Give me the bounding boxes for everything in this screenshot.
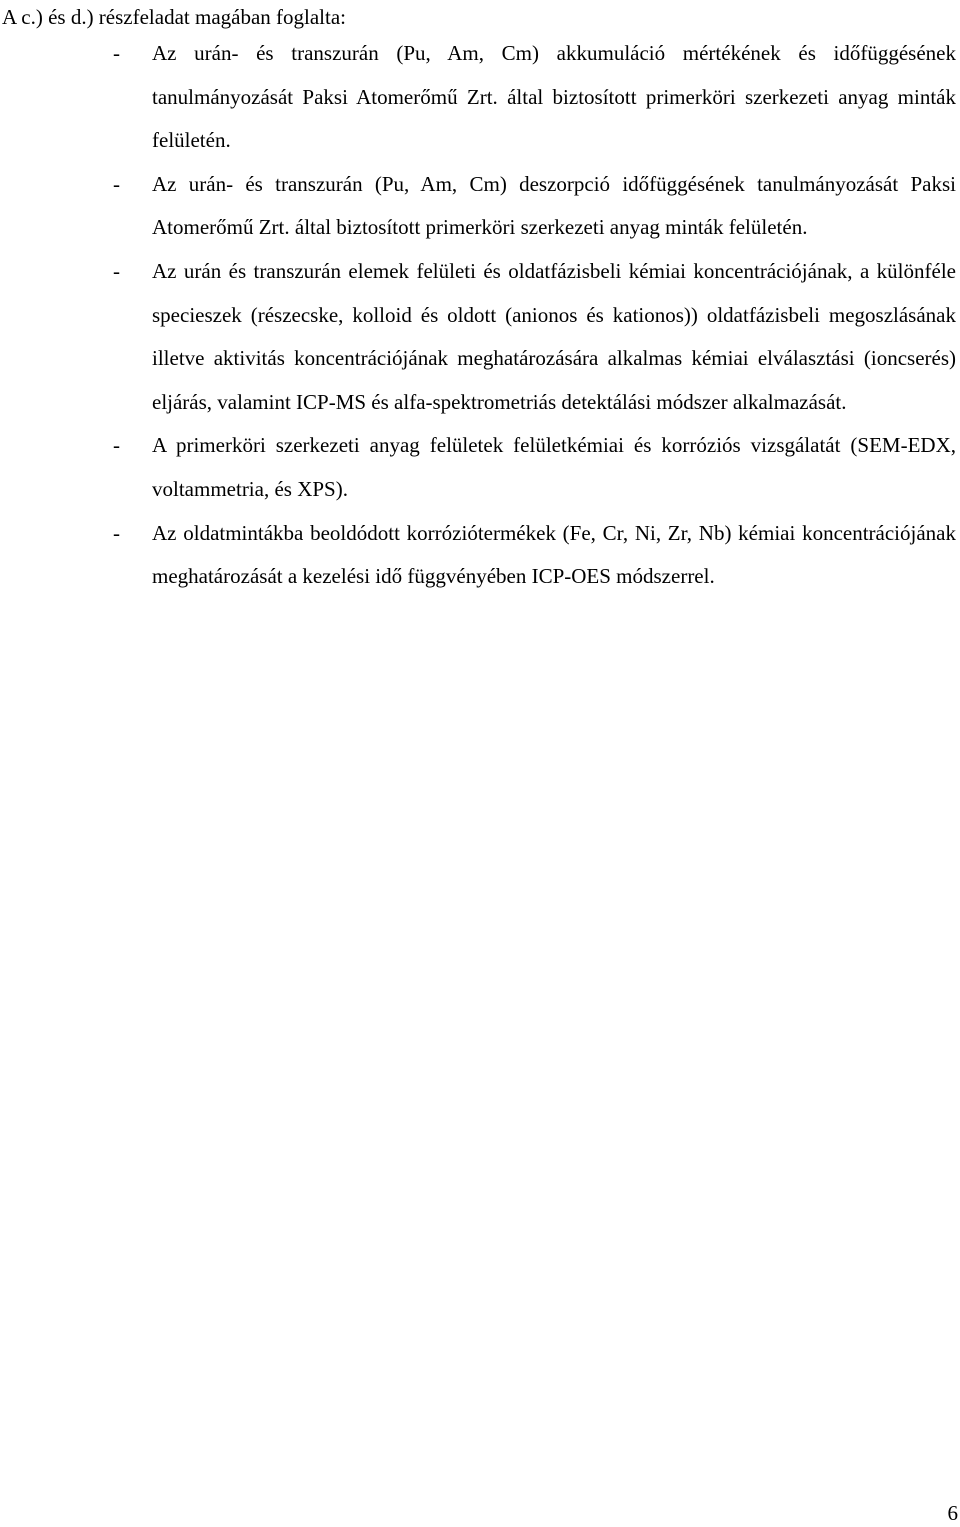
list-item [0,512,960,599]
dash-marker: - [113,41,120,65]
bullet-list [0,32,960,599]
list-item-text: Az urán- és transzurán (Pu, Am, Cm) akkumuláció mértékének és időfüggésének tanulmányozását Paksi Atomerőmű Zrt. által biztosított primerköri szerkezeti anyag minták felületén. [152,41,956,153]
list-item-text: A primerköri szerkezeti anyag felületek felületkémiai és korróziós vizsgálatát (SEM-EDX, voltammetria, és XPS). [152,433,956,501]
list-item [0,163,960,250]
list-item-text: Az oldatmintákba beoldódott korróziótermékek (Fe, Cr, Ni, Zr, Nb) kémiai koncentrációjának meghatározását a kezelési idő függvényében ICP-OES módszerrel. [152,520,956,589]
list-item [0,32,960,163]
page-number: 6 [947,1501,958,1525]
intro-text: A c.) és d.) részfeladat magában foglalta: [2,5,347,29]
dash-marker: - [113,171,120,196]
dash-marker: - [113,520,120,545]
list-item [0,250,960,424]
dash-marker: - [113,433,120,458]
list-item-text: Az urán és transzurán elemek felületi és oldatfázisbeli kémiai koncentrációjának, a különféle specieszek (részecske, kolloid és oldott (anionos és kationos)) oldatfázisbeli megoszlásának illetve aktivitás koncentrációjának meghatározására alkalmas kémiai elválasztási (ioncserés) eljárás, valamint ICP-MS és alfa-spektrometriás detektálási módszer alkalmazását. [152,258,956,414]
list-item-text: Az urán- és transzurán (Pu, Am, Cm) deszorpció időfüggésének tanulmányozását Paksi Atomerőmű Zrt. által biztosított primerköri szerkezeti anyag minták felületén. [152,171,956,240]
dash-marker: - [113,258,120,283]
list-item [0,424,960,511]
